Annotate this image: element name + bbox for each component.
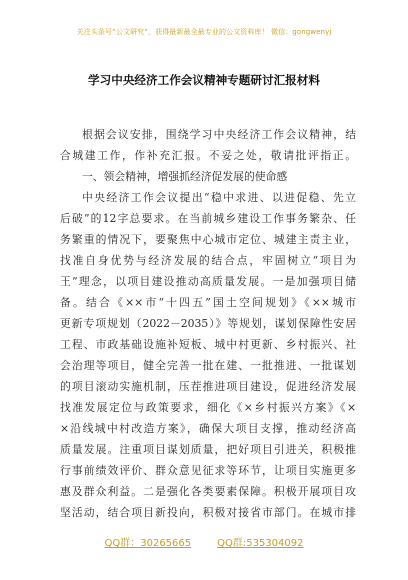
body-line: 惠及群众利益。二是强化各类要素保障。积极开展项目攻 bbox=[60, 485, 356, 498]
body-line: 一、领会精神，增强抓经济促发展的使命感 bbox=[82, 170, 288, 183]
body-line: 质量发展。注重项目谋划质量，把好项目引进关，积极推 bbox=[60, 443, 356, 456]
body-line: 后破”的12字总要求。在当前城乡建设工作事务繁杂、任 bbox=[60, 212, 356, 225]
footer-contact bbox=[0, 534, 408, 549]
qq-group-1[interactable]: QQ群：30265665 bbox=[104, 538, 192, 549]
document-body bbox=[60, 124, 356, 523]
body-line: 行事前绩效评价、群众意见征求等环节，让项目实施更多 bbox=[60, 464, 356, 477]
body-line: 会治理等项目，健全完善一批在建、一批推进、一批谋划 bbox=[60, 359, 356, 372]
body-line: 根据会议安排，围绕学习中央经济工作会议精神，结 bbox=[82, 128, 356, 141]
body-line: 中央经济工作会议提出“稳中求进、以进促稳、先立 bbox=[82, 191, 356, 204]
body-line: 坚活动，结合项目新投向，积极对接省市部门。在城市排 bbox=[60, 506, 356, 519]
body-line: ×沿线城中村改造方案》，确保大项目支撑，推动经济高 bbox=[60, 422, 356, 435]
body-line: 合城建工作，作补充汇报。不妥之处，敬请批评指正。 bbox=[60, 149, 356, 162]
body-line: 王”理念，以项目建设推动高质量发展。一是加强项目储 bbox=[60, 275, 356, 288]
body-line: 的项目滚动实施机制，压茬推进项目建设，促进经济发展 bbox=[60, 380, 356, 393]
body-line: 更新专项规划（2022－2035）》等规划，谋划保障性安居 bbox=[60, 317, 356, 330]
body-line: 找准发展定位与政策要求，细化《×乡村振兴方案》《× bbox=[60, 401, 356, 414]
body-line: 备。结合《××市“十四五”国土空间规划》《××城市 bbox=[60, 296, 356, 309]
body-line: 工程、市政基础设施补短板、城中村更新、乡村振兴、社 bbox=[60, 338, 356, 351]
document-title: 学习中央经济工作会议精神专题研讨汇报材料 bbox=[88, 73, 320, 87]
body-line: 找准自身优势与经济发展的结合点，牢固树立“项目为 bbox=[60, 254, 356, 267]
header-banner: 关注头条号“公文研究”，获得最新最全最专业的公文资料库！ 微信：gongwenyj bbox=[76, 28, 332, 36]
body-line: 务繁重的情况下，要聚焦中心城市定位、城建主责主业， bbox=[60, 233, 356, 246]
qq-group-2[interactable]: QQ群:535304092 bbox=[217, 538, 304, 549]
